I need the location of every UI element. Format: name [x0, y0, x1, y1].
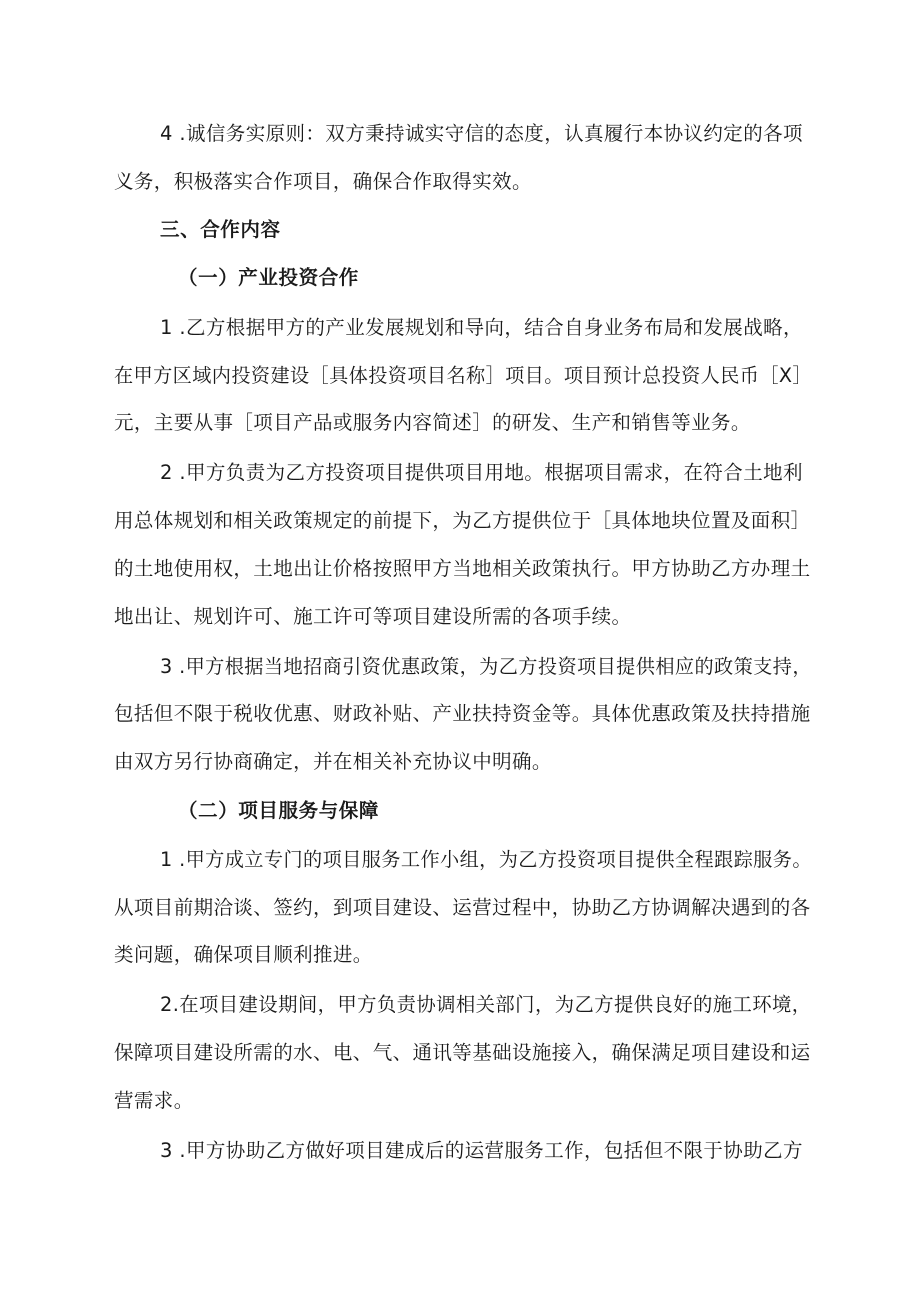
- service-item-2-line-1: 2.在项目建设期间，甲方负责协调相关部门，为乙方提供良好的施工环境，: [160, 993, 812, 1016]
- item-2-line-1: 2 .甲方负责为乙方投资项目提供项目用地。根据项目需求，在符合土地利: [160, 461, 803, 484]
- item-3-line-1: 3 .甲方根据当地招商引资优惠政策，为乙方投资项目提供相应的政策支持，: [160, 655, 812, 678]
- item-3-line-2: 包括但不限于税收优惠、财政补贴、产业扶持资金等。具体优惠政策及扶持措施: [114, 702, 811, 725]
- clause-4-line-2: 义务，积极落实合作项目，确保合作取得实效。: [114, 170, 532, 193]
- service-item-2-line-2: 保障项目建设所需的水、电、气、通讯等基础设施接入，确保满足项目建设和运: [114, 1041, 811, 1064]
- item-3-line-3: 由双方另行协商确定，并在相关补充协议中明确。: [114, 750, 552, 773]
- clause-4-line-1: 4 .诚信务实原则：双方秉持诚实守信的态度，认真履行本协议约定的各项: [160, 122, 803, 145]
- service-item-2-line-3: 营需求。: [114, 1089, 194, 1112]
- service-item-3-line-1: 3 .甲方协助乙方做好项目建成后的运营服务工作，包括但不限于协助乙方: [160, 1139, 803, 1162]
- item-2-line-4: 地出让、规划许可、施工许可等项目建设所需的各项手续。: [114, 605, 632, 628]
- service-item-1-line-3: 类问题，确保项目顺利推进。: [114, 943, 373, 966]
- service-item-1-line-1: 1 .甲方成立专门的项目服务工作小组，为乙方投资项目提供全程跟踪服务。: [160, 848, 812, 871]
- item-1-line-2: 在甲方区域内投资建设［具体投资项目名称］项目。项目预计总投资人民币［X］: [114, 364, 812, 387]
- service-item-1-line-2: 从项目前期洽谈、签约，到项目建设、运营过程中，协助乙方协调解决遇到的各: [114, 896, 811, 919]
- item-1-line-3: 元，主要从事［项目产品或服务内容简述］的研发、生产和销售等业务。: [114, 411, 751, 434]
- item-1-line-1: 1 .乙方根据甲方的产业发展规划和导向，结合自身业务布局和发展战略，: [160, 316, 803, 339]
- item-2-line-3: 的土地使用权，土地出让价格按照甲方当地相关政策执行。甲方协助乙方办理土: [114, 557, 811, 580]
- item-2-line-2: 用总体规划和相关政策规定的前提下，为乙方提供位于［具体地块位置及面积］: [114, 509, 811, 532]
- subsection-heading-industrial-investment: （一）产业投资合作: [178, 266, 359, 289]
- subsection-heading-project-service: （二）项目服务与保障: [178, 799, 380, 822]
- section-heading-cooperation-content: 三、合作内容: [160, 218, 281, 241]
